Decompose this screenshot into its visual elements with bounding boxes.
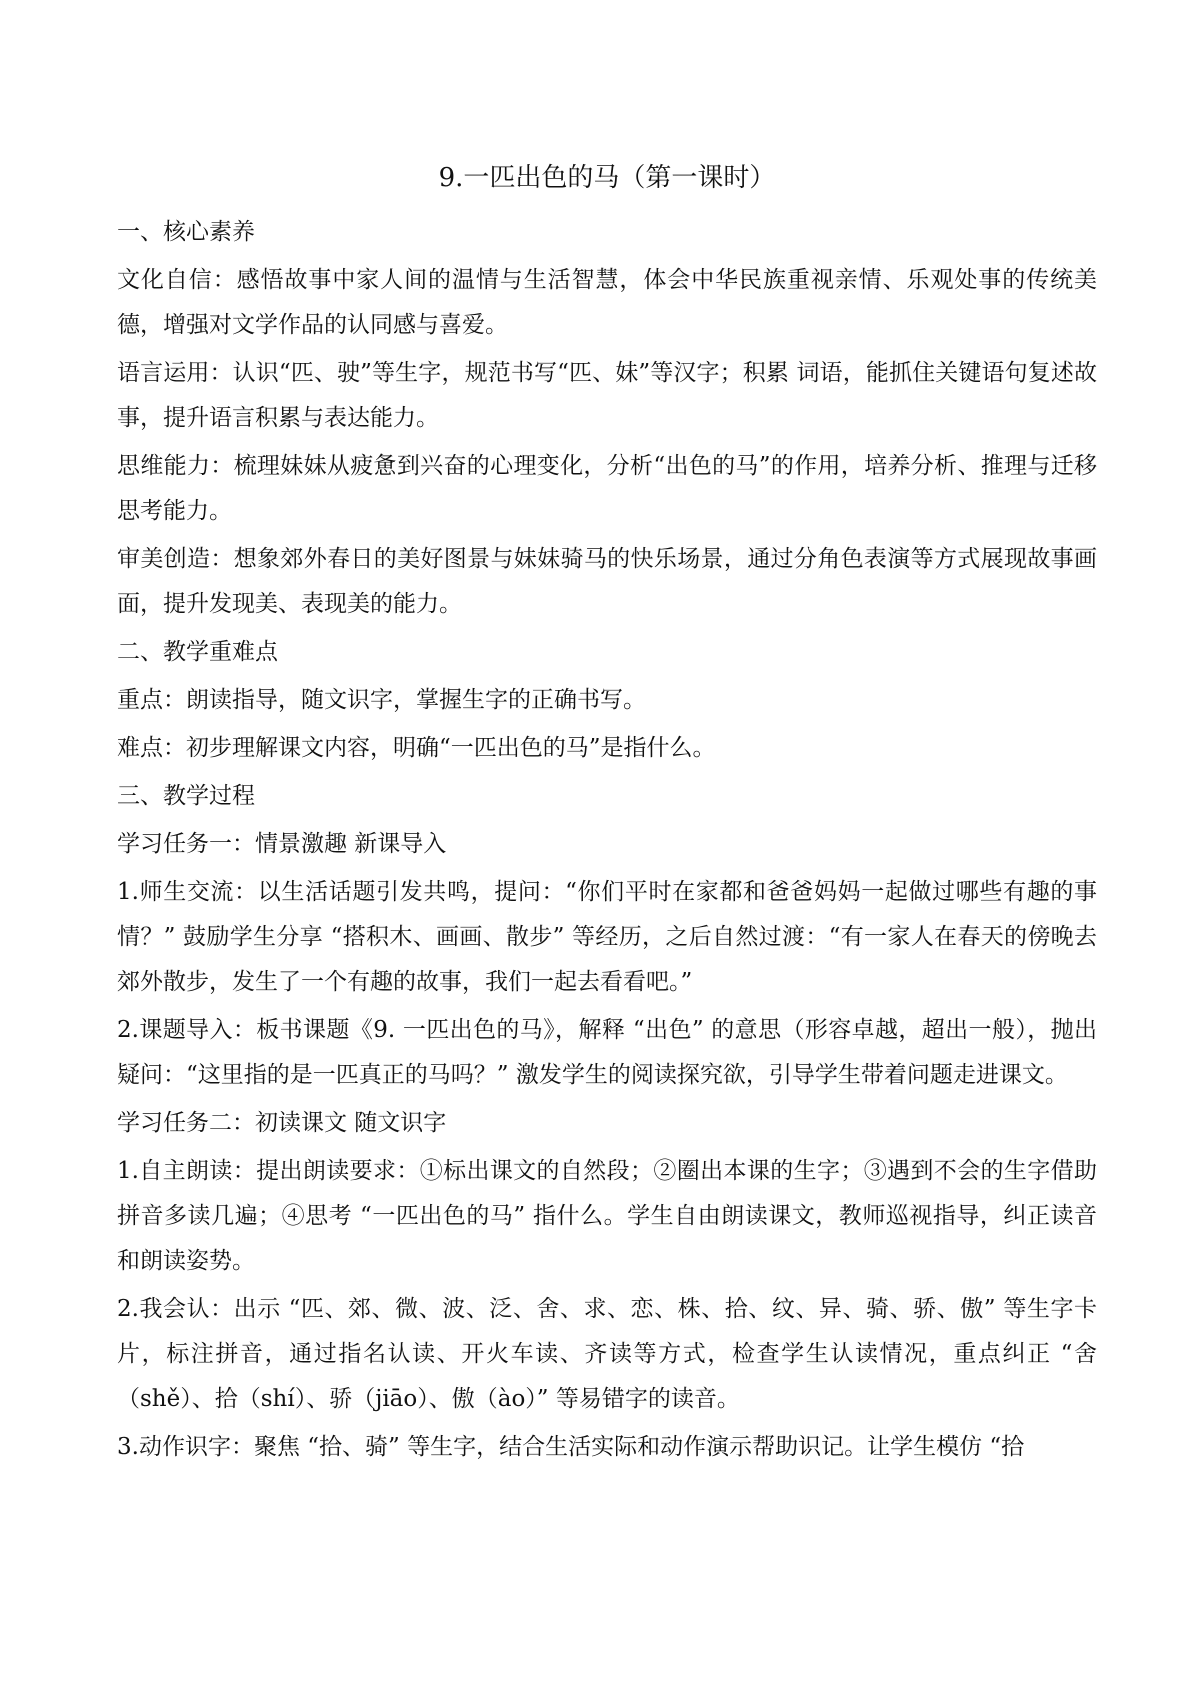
task2-step-2: 2.我会认：出示 “匹、郊、微、波、泛、舍、求、恋、株、拾、纹、异、骑、骄、傲” 等生字卡片，标注拼音，通过指名认读、开火车读、齐读等方式，检查学生认读情况，重点纠正 “舍（shě）、拾（shí）、骄（jiāo）、傲（ào）” 等易错字的读音。: [117, 1296, 1097, 1412]
paragraph-key-point: 重点：朗读指导，随文识字，掌握生字的正确书写。: [117, 687, 646, 713]
document-content: [117, 160, 1097, 1473]
paragraph-aesthetic-creation: 审美创造：想象郊外春日的美好图景与妹妹骑马的快乐场景，通过分角色表演等方式展现故事画面，提升发现美、表现美的能力。: [117, 546, 1097, 617]
task2-step-1: 1.自主朗读：提出朗读要求：①标出课文的自然段；②圈出本课的生字；③遇到不会的生字借助拼音多读几遍；④思考 “一匹出色的马” 指什么。学生自由朗读课文，教师巡视指导，纠正读音和朗读姿势。: [117, 1158, 1097, 1274]
task-heading-2: 学习任务二：初读课文 随文识字: [117, 1110, 447, 1136]
section-heading-teaching-process: 三、教学过程: [117, 783, 255, 809]
paragraph-language-use: 语言运用：认识“匹、驶”等生字，规范书写“匹、妹”等汉字；积累 词语，能抓住关键语句复述故事，提升语言积累与表达能力。: [117, 360, 1097, 431]
paragraph-difficult-point: 难点：初步理解课文内容，明确“一匹出色的马”是指什么。: [117, 735, 716, 761]
task1-step-1: 1.师生交流：以生活话题引发共鸣，提问：“你们平时在家都和爸爸妈妈一起做过哪些有趣的事情？” 鼓励学生分享 “搭积木、画画、散步” 等经历，之后自然过渡：“有一家人在春天的傍晚去郊外散步，发生了一个有趣的故事，我们一起去看看吧。”: [117, 879, 1097, 995]
paragraph-cultural-confidence: 文化自信：感悟故事中家人间的温情与生活智慧，体会中华民族重视亲情、乐观处事的传统美德，增强对文学作品的认同感与喜爱。: [117, 267, 1097, 338]
task1-step-2: 2.课题导入：板书课题《9. 一匹出色的马》，解释 “出色” 的意思（形容卓越，超出一般），抛出疑问：“这里指的是一匹真正的马吗？” 激发学生的阅读探究欲，引导学生带着问题走进课文。: [117, 1017, 1097, 1088]
paragraph-thinking-ability: 思维能力：梳理妹妹从疲惫到兴奋的心理变化，分析“出色的马”的作用，培养分析、推理与迁移思考能力。: [117, 453, 1097, 524]
task-heading-1: 学习任务一：情景激趣 新课导入: [117, 831, 447, 857]
document-title: 9.一匹出色的马（第一课时）: [438, 163, 776, 193]
task2-step-3: 3.动作识字：聚焦 “拾、骑” 等生字，结合生活实际和动作演示帮助识记。让学生模仿 “拾: [117, 1434, 1025, 1460]
section-heading-key-points: 二、教学重难点: [117, 639, 278, 665]
section-heading-core-literacy: 一、核心素养: [117, 219, 255, 245]
